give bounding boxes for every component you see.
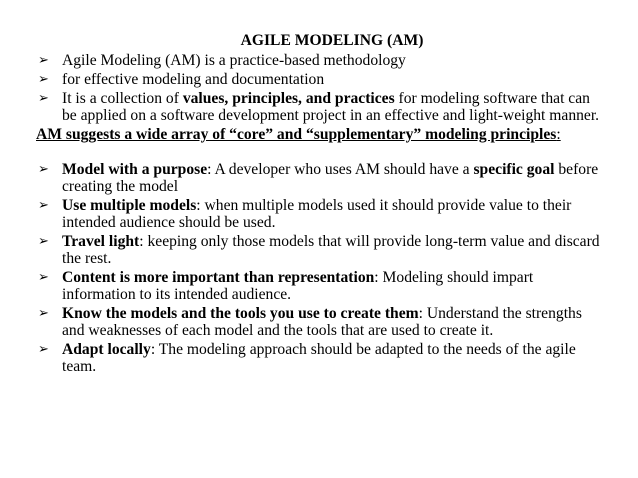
- principle-item: [36, 341, 608, 375]
- arrow-bullet-icon: ➢: [38, 91, 49, 106]
- intro-bullet: [36, 71, 608, 88]
- arrow-bullet-icon: ➢: [38, 342, 49, 357]
- intro-bullet: [36, 52, 608, 69]
- intro-bullet-list: [36, 52, 608, 124]
- intro-bullet: [36, 90, 608, 124]
- principle-name: Travel light: [62, 233, 140, 250]
- principle-text: : when multiple models used it should provide value to their intended audience should be used.: [62, 197, 572, 231]
- bullet-text: Agile Modeling (AM) is a practice-based methodology: [62, 52, 406, 69]
- bullet-text-bold: values, principles, and practices: [182, 90, 395, 107]
- arrow-bullet-icon: ➢: [38, 234, 49, 249]
- principle-item: [36, 161, 608, 195]
- principle-name: Adapt locally: [62, 341, 151, 358]
- bullet-text-post: for modeling software that can be applied on a software development project in an effective and light-weight manner.: [62, 90, 600, 124]
- subheading-text: AM suggests a wide array of “core” and “supplementary” modeling principles: [36, 126, 557, 143]
- spacer: [36, 143, 608, 161]
- principles-subheading: [36, 126, 608, 143]
- principle-name: Know the models and the tools you use to create them: [62, 305, 419, 322]
- bullet-text: for effective modeling and documentation: [62, 71, 325, 88]
- bullet-text-pre: It is a collection of: [62, 90, 183, 107]
- principle-text: : A developer who uses AM should have a: [207, 161, 474, 178]
- arrow-bullet-icon: ➢: [38, 72, 49, 87]
- arrow-bullet-icon: ➢: [38, 198, 49, 213]
- principle-item: [36, 197, 608, 231]
- arrow-bullet-icon: ➢: [38, 270, 49, 285]
- principle-text: : keeping only those models that will provide long-term value and discard the rest.: [62, 233, 600, 267]
- principle-text: : The modeling approach should be adapted to the needs of the agile team.: [62, 341, 576, 375]
- principle-name: Use multiple models: [62, 197, 197, 214]
- principle-text: : Understand the strengths and weaknesses of each model and the tools that are used to create it.: [62, 305, 582, 339]
- arrow-bullet-icon: ➢: [38, 53, 49, 68]
- slide-title: AGILE MODELING (AM): [240, 32, 424, 49]
- subheading-suffix: :: [556, 126, 561, 143]
- principles-bullet-list: [36, 161, 608, 375]
- principle-item: [36, 269, 608, 303]
- arrow-bullet-icon: ➢: [38, 306, 49, 321]
- principle-item: [36, 233, 608, 267]
- arrow-bullet-icon: ➢: [38, 162, 49, 177]
- principle-item: [36, 305, 608, 339]
- principle-text-post: before creating the model: [62, 161, 599, 195]
- principle-text-bold: specific goal: [473, 161, 555, 178]
- principle-name: Content is more important than representation: [62, 269, 375, 286]
- principle-text: : Modeling should impart information to its intended audience.: [62, 269, 534, 303]
- principle-name: Model with a purpose: [62, 161, 208, 178]
